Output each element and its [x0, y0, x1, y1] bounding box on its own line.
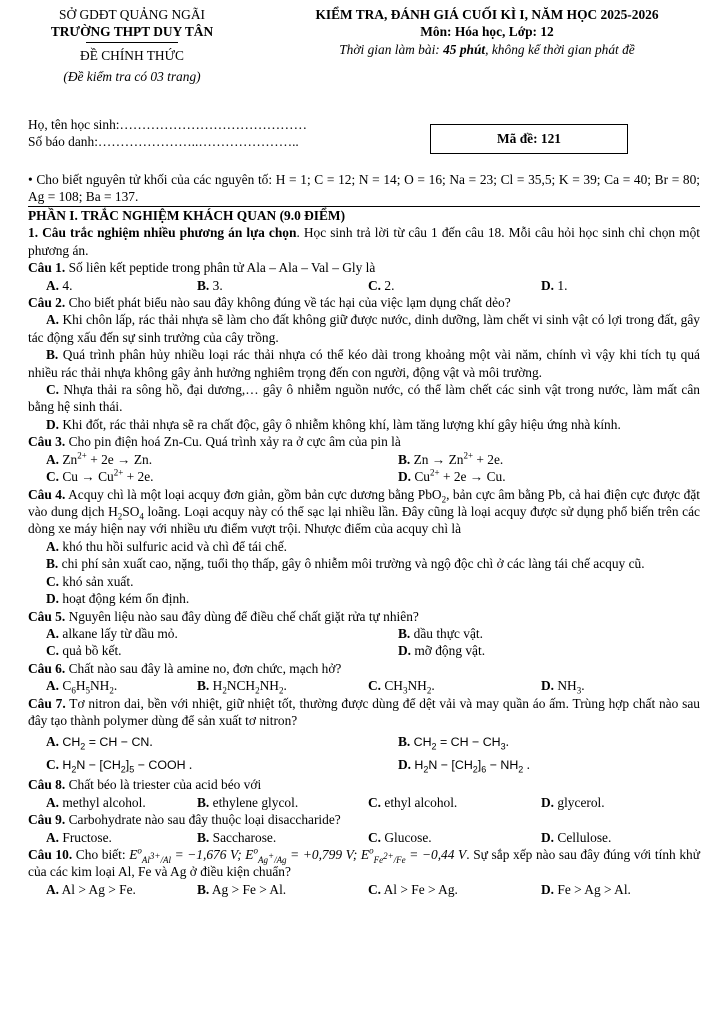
student-info	[28, 116, 307, 150]
opt-letter: C.	[46, 756, 60, 772]
q3-options-row2	[28, 468, 700, 485]
opt-letter: D.	[541, 277, 555, 293]
opt-text: Khi chôn lấp, rác thải nhựa sẽ làm cho đất không giữ được nước, dinh dưỡng, làm chết vi sinh vật có lợi trong đất, gây tác động xấu đến sự sinh trưởng của cây trồng.	[28, 312, 700, 345]
question-1	[28, 259, 700, 276]
opt-letter: C.	[368, 829, 382, 845]
instr-rest: . Học sinh trả lời từ câu 1 đến câu 18. Mỗi câu hỏi học sinh chỉ chọn một phương án.	[28, 225, 700, 258]
q4-text-a: Acquy chì là một loại acquy đơn giản, gồm bản cực dương bằng PbO	[65, 486, 442, 502]
opt-text: hoạt động kém ổn định.	[62, 591, 190, 607]
q10-lead: Cho biết:	[72, 847, 130, 863]
q6-options	[28, 677, 700, 694]
opt-text: alkane lấy từ dầu mỏ.	[62, 625, 178, 641]
q3-option-d[interactable]: D. $Cu^{2+} + 2e \to Cu$.	[398, 467, 506, 485]
question-4: Câu 4. Acquy chì là một loại acquy đơn giản, gồm bản cực dương bằng PbO$_2$, bản cực âm bằng Pb, cả hai điện cực được đặt vào dung dịch $H_2SO_4$ loãng. Loại acquy này có thể sạc lại nhiều lần. Đây cũng là loại acquy được sử dụng phổ biến trên các dòng xe máy hiện nay với nhiều ưu điểm vượt trội. Nhược điểm của acquy chì là	[28, 486, 700, 537]
q1-option-d[interactable]	[541, 277, 700, 294]
question-7	[28, 695, 700, 730]
q1-label: Câu 1.	[28, 260, 66, 276]
q8-option-c[interactable]	[368, 794, 541, 811]
q2-option-a[interactable]	[28, 311, 700, 346]
time-prefix: Thời gian làm bài:	[339, 41, 444, 57]
opt-text: Glucose.	[384, 829, 432, 845]
school-name: TRƯỜNG THPT DUY TÂN	[50, 24, 214, 40]
time-line	[262, 41, 712, 58]
opt-text: glycerol.	[557, 794, 605, 810]
opt-letter: C.	[46, 469, 60, 485]
q2-option-c[interactable]	[28, 381, 700, 416]
q7-text: Tơ nitron dai, bền với nhiệt, giữ nhiệt tốt, thường được dùng để dệt vải và may quần áo ấm. Trùng hợp chất nào sau đây tạo thành polymer dùng để sản xuất tơ nitron?	[28, 695, 700, 729]
q1-option-a[interactable]	[28, 277, 197, 294]
q3-label: Câu 3.	[28, 434, 66, 450]
q9-option-a[interactable]	[28, 829, 197, 846]
q6-option-d[interactable]: D. $NH_3$.	[541, 678, 585, 696]
opt-text: methyl alcohol.	[62, 794, 146, 810]
q4-option-c[interactable]	[28, 573, 700, 590]
question-3	[28, 433, 700, 450]
q10-tail: . Sự sắp xếp nào sau đây đúng với tính khử của các kim loại Al, Fe và Ag ở điều kiện chuẩn?	[28, 847, 700, 880]
exam-content	[28, 171, 700, 898]
q7-options-row1	[28, 733, 700, 750]
q4-option-b[interactable]	[28, 555, 700, 572]
opt-letter: C.	[46, 382, 60, 398]
opt-text: mỡ động vật.	[414, 643, 486, 659]
opt-letter: B.	[197, 794, 210, 810]
question-2	[28, 294, 700, 311]
q4-text-c: SO	[122, 504, 140, 520]
q3-text: Cho pin điện hoá Zn-Cu. Quá trình xảy ra ở cực âm của pin là	[65, 434, 401, 450]
q2-option-b[interactable]	[28, 346, 700, 381]
department-name: SỞ GDĐT QUẢNG NGÃI	[59, 7, 205, 22]
opt-letter: B.	[197, 829, 210, 845]
header-right	[262, 6, 712, 58]
q6-option-b[interactable]: B. $H_2NCH_2NH_2$.	[197, 678, 287, 696]
question-10	[28, 846, 700, 881]
q7-option-a[interactable]: A. $CH_2$ = CH − CN.	[46, 733, 153, 751]
opt-text: khó sản xuất.	[62, 573, 134, 589]
q9-text: Carbohydrate nào sau đây thuộc loại disaccharide?	[65, 812, 341, 828]
opt-text: ethylene glycol.	[212, 794, 299, 810]
q5-text: Nguyên liệu nào sau đây dùng để điều chế chất giặt rửa tự nhiên?	[65, 608, 419, 624]
instr-bold: 1. Câu trắc nghiệm nhiều phương án lựa chọn	[28, 225, 297, 241]
opt-text: Quá trình phân hủy nhiều loại rác thải nhựa có thể kéo dài trong khoảng một vài năm, chính vì vậy khi tích tụ quá nhiều rác thải nhựa không gây ảnh hưởng nghiêm trọng đến con người, động vật và môi trường.	[28, 347, 700, 380]
opt-letter: A.	[46, 829, 60, 845]
q3-option-c[interactable]: C. $Cu \to Cu^{2+} + 2e$.	[46, 467, 154, 485]
time-suffix: , không kể thời gian phát đề	[485, 41, 635, 57]
opt-text: Al > Ag > Fe.	[61, 881, 136, 897]
opt-letter: A.	[46, 625, 60, 641]
opt-letter: A.	[46, 794, 60, 810]
opt-letter: C.	[368, 277, 382, 293]
opt-text: 2.	[384, 277, 395, 293]
q1-options	[28, 277, 700, 294]
opt-letter: A.	[46, 538, 60, 554]
opt-text: Saccharose.	[212, 829, 277, 845]
q2-option-d[interactable]	[28, 416, 700, 433]
q9-option-d[interactable]	[541, 829, 700, 846]
q6-text: Chất nào sau đây là amine no, đơn chức, mạch hở?	[65, 660, 342, 676]
opt-letter: A.	[46, 678, 60, 694]
opt-letter: B.	[197, 277, 210, 293]
q9-option-c[interactable]	[368, 829, 541, 846]
opt-text: ethyl alcohol.	[384, 794, 458, 810]
opt-letter: B.	[46, 556, 59, 572]
q8-option-a[interactable]	[28, 794, 197, 811]
opt-letter: B.	[197, 678, 210, 694]
opt-letter: B.	[398, 625, 411, 641]
question-6	[28, 660, 700, 677]
opt-letter: C.	[368, 678, 382, 694]
time-value: 45 phút	[443, 41, 486, 57]
opt-letter: D.	[541, 794, 555, 810]
q10-option-b[interactable]	[197, 881, 368, 898]
opt-letter: A.	[46, 881, 60, 897]
header-left	[14, 6, 250, 86]
student-id-field: Số báo danh:…………………..…………………..	[28, 134, 299, 149]
q10-label: Câu 10.	[28, 847, 73, 863]
opt-letter: C.	[368, 881, 382, 897]
q8-text: Chất béo là triester của acid béo với	[65, 777, 262, 793]
opt-text: Ag > Fe > Al.	[211, 881, 287, 897]
school-underline	[86, 42, 178, 43]
opt-text: 1.	[557, 277, 568, 293]
q4-text-b: , bản cực âm bằng Pb, cả hai điện cực được đặt vào dung dịch H	[28, 486, 700, 520]
official-label: ĐỀ CHÍNH THỨC	[80, 47, 184, 63]
q5-options-row1	[28, 625, 700, 642]
opt-text: quả bồ kết.	[62, 643, 122, 659]
opt-text: Al > Fe > Ag.	[383, 881, 458, 897]
opt-text: Cellulose.	[557, 829, 612, 845]
q3-option-a[interactable]: A. $Zn^{2+} + 2e \to Zn$.	[46, 450, 153, 467]
question-5	[28, 608, 700, 625]
exam-title: KIỂM TRA, ĐÁNH GIÁ CUỐI KÌ I, NĂM HỌC 2025-2026	[315, 7, 659, 22]
q7-option-d[interactable]: D. $H_2N - [CH_2]_6 - NH_2$ .	[398, 756, 531, 775]
opt-letter: C.	[368, 794, 382, 810]
q5-option-b[interactable]	[398, 625, 700, 642]
q7-option-c[interactable]: C. $H_2N - [CH_2]_5$ − COOH .	[46, 756, 193, 775]
q6-option-c[interactable]: C. $CH_3NH_2$.	[368, 678, 435, 696]
q8-option-b[interactable]	[197, 794, 368, 811]
opt-letter: C.	[46, 573, 60, 589]
q4-option-a[interactable]	[28, 538, 700, 555]
question-9	[28, 811, 700, 828]
question-8	[28, 776, 700, 793]
opt-letter: C.	[46, 643, 60, 659]
part1-title: PHẦN I. TRẮC NGHIỆM KHÁCH QUAN (9.0 ĐIỂM)	[28, 207, 346, 223]
q1-option-b[interactable]	[197, 277, 368, 294]
opt-letter: A.	[46, 277, 60, 293]
opt-letter: D.	[541, 881, 555, 897]
opt-text: Fructose.	[62, 829, 112, 845]
q5-option-d[interactable]	[398, 642, 700, 659]
q7-options-row2	[28, 756, 700, 773]
q4-label: Câu 4.	[28, 486, 66, 502]
opt-letter: D.	[46, 416, 60, 432]
opt-letter: A.	[46, 733, 60, 749]
opt-text: chi phí sản xuất cao, nặng, tuổi thọ thấp, gây ô nhiễm môi trường và ngộ độc chì ở các làng tái chế acquy cũ.	[61, 556, 645, 572]
opt-letter: B.	[398, 733, 411, 749]
q7-label: Câu 7.	[28, 695, 66, 711]
opt-letter: A.	[46, 451, 60, 467]
exam-code-box: Mã đề: 121	[430, 124, 628, 154]
q9-options	[28, 829, 700, 846]
opt-letter: A.	[46, 312, 60, 328]
q10-option-d[interactable]	[541, 881, 700, 898]
q9-option-b[interactable]	[197, 829, 368, 846]
opt-text: dầu thực vật.	[413, 625, 483, 641]
pages-note: (Đề kiểm tra có 03 trang)	[63, 69, 201, 85]
opt-letter: D.	[541, 829, 555, 845]
q10-potentials: $E^o_{Al^{3+}/Al} = -1,676$ V; $E^o_{Ag^+/Ag} = +0,799$ V; $E^o_{Fe^{2+}/Fe} = -0,44$ V	[129, 845, 467, 865]
opt-letter: B.	[398, 451, 411, 467]
q6-label: Câu 6.	[28, 660, 66, 676]
q5-option-a[interactable]	[28, 625, 398, 642]
opt-letter: D.	[398, 469, 412, 485]
opt-text: Khi đốt, rác thải nhựa sẽ ra chất độc, gây ô nhiễm không khí, làm tăng lượng khí gây hiệu ứng nhà kính.	[62, 416, 621, 432]
part1-instructions	[28, 224, 700, 259]
q8-options	[28, 794, 700, 811]
q10-option-a[interactable]	[28, 881, 197, 898]
opt-text: Nhựa thải ra sông hồ, đại dương,… gây ô nhiễm nguồn nước, có thể làm chết các sinh vật trong nước, làm mất cân bằng hệ sinh thái.	[28, 382, 700, 415]
q5-label: Câu 5.	[28, 608, 66, 624]
q6-option-a[interactable]: A. $C_6H_5NH_2$.	[46, 678, 118, 696]
student-name-field: Họ, tên học sinh:……………………………………	[28, 117, 307, 132]
q5-option-c[interactable]	[28, 642, 398, 659]
subject-line: Môn: Hóa học, Lớp: 12	[420, 24, 554, 40]
q1-option-c[interactable]	[368, 277, 541, 294]
opt-text: khó thu hồi sulfuric acid và chì để tái chế.	[62, 538, 287, 554]
q8-label: Câu 8.	[28, 777, 66, 793]
atomic-masses-note: • Cho biết nguyên tử khối của các nguyên tố: H = 1; C = 12; N = 14; O = 16; Na = 23; Cl = 35,5; K = 39; Ca = 40; Br = 80; Ag = 108; Ba = 137.	[28, 172, 700, 205]
opt-letter: D.	[398, 756, 412, 772]
q8-option-d[interactable]	[541, 794, 700, 811]
q1-text: Số liên kết peptide trong phân tử Ala – Ala – Val – Gly là	[65, 260, 376, 276]
q4-text-d: loãng. Loại acquy này có thể sạc lại nhiều lần. Đây cũng là loại acquy được sử dụng phổ biến trên các dòng xe máy hiện nay với nhiều ưu điểm vượt trội. Nhược điểm của acquy chì là	[28, 504, 700, 537]
opt-letter: D.	[398, 643, 412, 659]
q3-option-b[interactable]: B. $Zn \to Zn^{2+} + 2e$.	[398, 450, 504, 467]
q10-option-c[interactable]	[368, 881, 541, 898]
opt-text: 3.	[212, 277, 223, 293]
q7-option-b[interactable]: B. $CH_2$ = CH − $CH_3$.	[398, 733, 509, 751]
q2-text: Cho biết phát biểu nào sau đây không đúng về tác hại của việc lạm dụng chất dẻo?	[65, 294, 511, 310]
q10-options	[28, 881, 700, 898]
opt-text: 4.	[62, 277, 73, 293]
opt-letter: D.	[541, 678, 555, 694]
opt-letter: B.	[46, 347, 59, 363]
opt-letter: D.	[46, 591, 60, 607]
q9-label: Câu 9.	[28, 812, 66, 828]
q4-option-d[interactable]	[28, 590, 700, 607]
opt-letter: B.	[197, 881, 210, 897]
q5-options-row2	[28, 642, 700, 659]
q3-options-row1	[28, 451, 700, 468]
opt-text: Fe > Ag > Al.	[557, 881, 631, 897]
q2-label: Câu 2.	[28, 294, 66, 310]
